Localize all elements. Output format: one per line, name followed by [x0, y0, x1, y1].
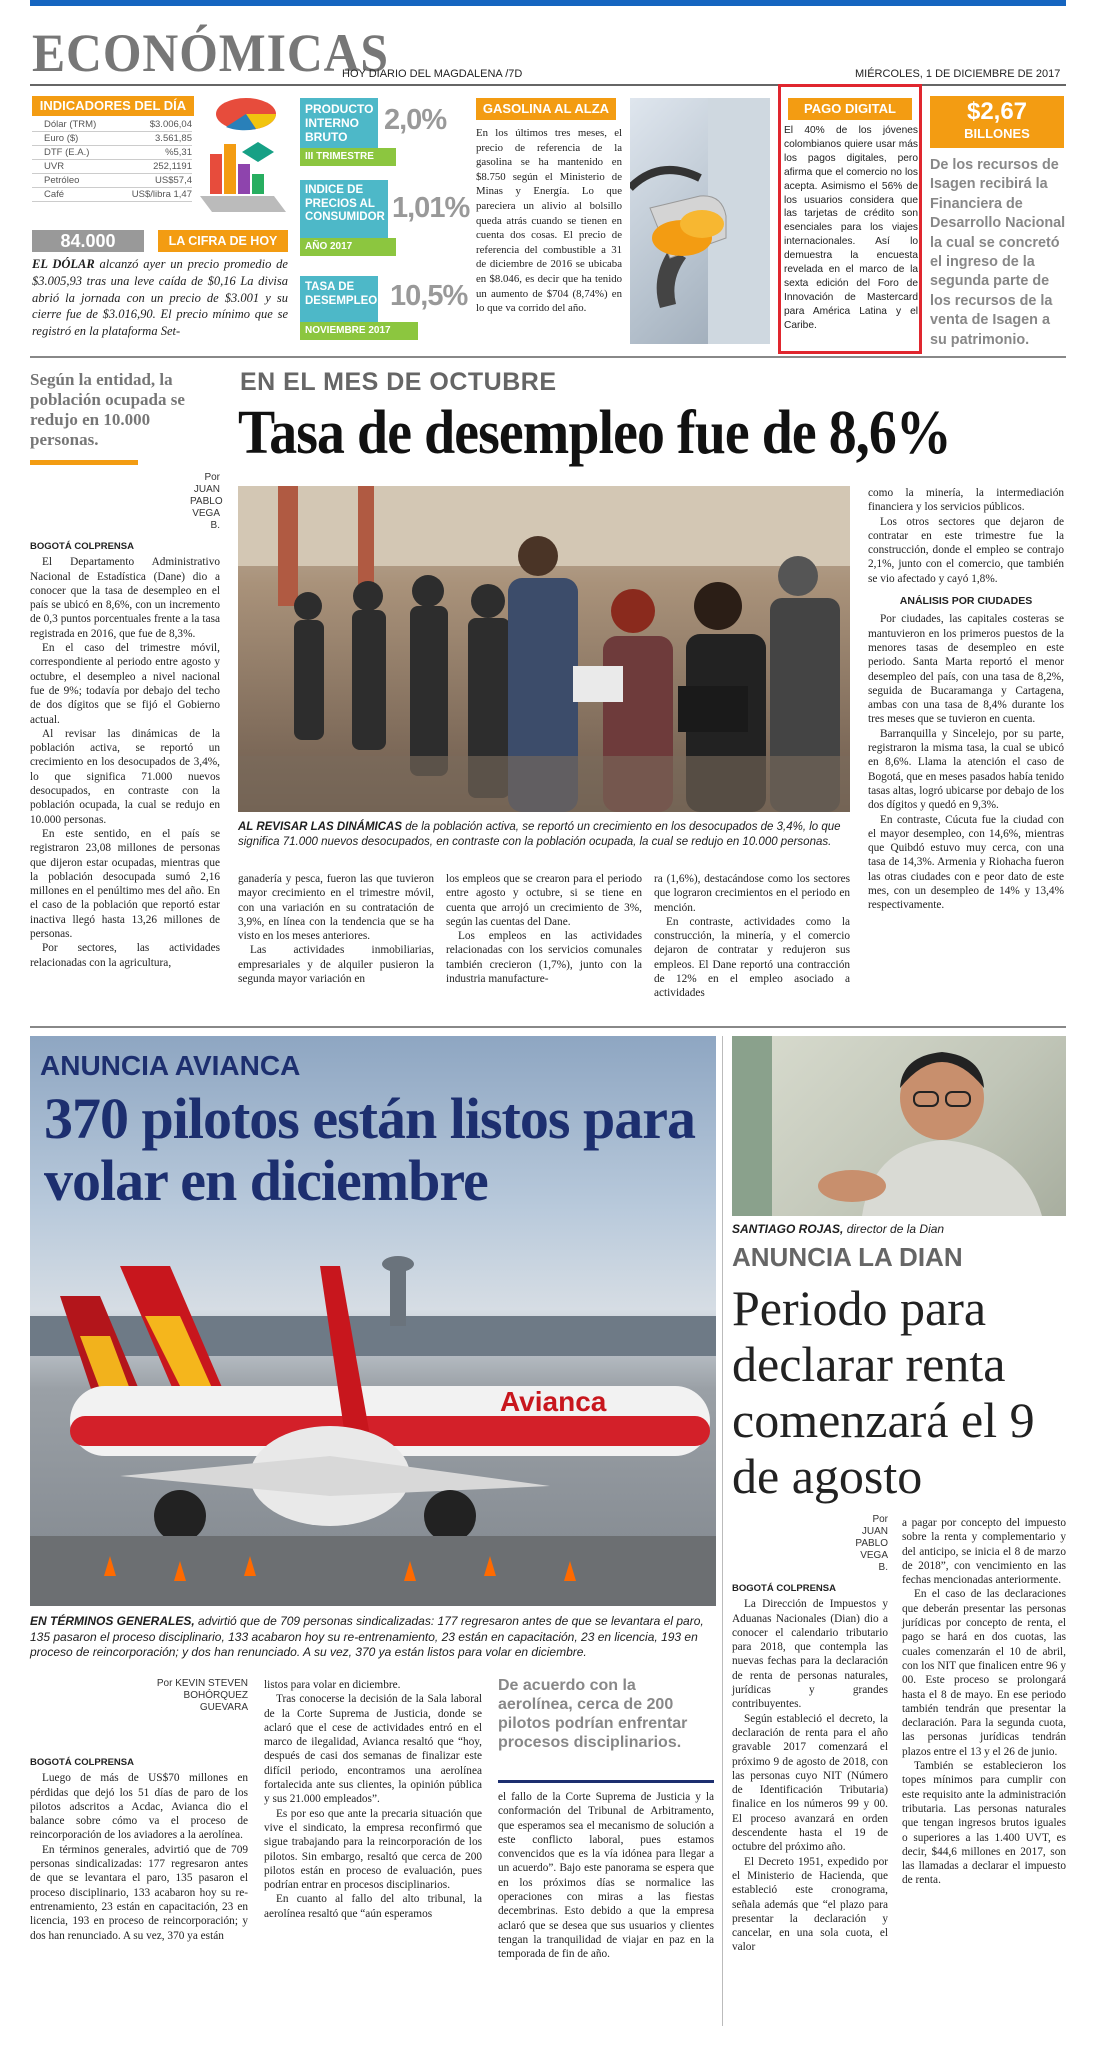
avianca-kicker: ANUNCIA AVIANCA	[40, 1050, 301, 1081]
dian-col1: BOGOTÁ COLPRENSA La Dirección de Impuestos y Aduanas Nacionales (Dian) dio a conocer el calendario tributario para 2018, que contempla las nuevas fechas para la declaración de renta de personas naturales, jurídicas y grandes contribuyentes. Según estableció el decreto, la declaración de renta para el año gravable 2017 comenzará el próximo 9 de agosto de 2018, con las personas cuyo NIT (Número de Identificación Tributaria) finalice en los números 99 y 00. El proceso avanzará en orden descendente hasta el 19 de octubre del próximo año. El Decreto 1951, expedido por el Ministerio de Hacienda, que estableció este cronograma, señala además que “el plazo para presentar la declaración y cancelar, en una sola cuota, el valor	[732, 1583, 888, 1954]
stat-desempleo: TASA DE DESEMPLEO NOVIEMBRE 2017 10,5%	[300, 276, 462, 346]
avianca-headline: 370 pilotos están listos para volar en diciembre	[44, 1086, 695, 1213]
top-bottom-rule	[30, 356, 1066, 358]
desempleo-pullquote: Según la entidad, la población ocupada se redujo en 10.000 personas.	[30, 370, 185, 449]
santiago-rojas-photo	[732, 1036, 1066, 1216]
desempleo-byline: Por JUAN PABLO VEGA B.	[190, 472, 223, 531]
top-rule	[30, 0, 1066, 6]
isagen-amount: $2,67 BILLONES	[930, 96, 1064, 148]
pago-title: PAGO DIGITAL	[788, 98, 912, 120]
isagen-text: De los recursos de Isagen recibirá la Financiera de Desarrollo Nacional la cual se concretó el ingreso de la segunda parte de los recursos de la venta de Isagen a su patrimonio.	[930, 157, 1066, 348]
desempleo-col5: como la minería, la intermediación financiera y los servicios públicos. Los otros sectores que dejaron de contratar en este trimestre fue la construcción, donde el empleo se contrajo 2,1%, junto con el comercio, que también se vio afectado y cayó 1,8%. ANÁLISIS POR CIUDADES Por ciudades, las capitales costeras se mantuvieron en los primeros puestos de la menores tasas de desempleo en este periodo. Santa Marta reportó el menor desempleo del país, con una tasa de 8,2%, seguida de Bucaramanga y Cartagena, ambas con una tasa de 8,4% durante los tres meses que se tuvieron en cuenta. Barranquilla y Sincelejo, por su parte, registraron la misma tasa, la cual se ubicó en 8,6%. Llama la atención el caso de Bogotá, que en meses pasados había tenido tasas altas, logró ubicarse por debajo de los dos dígitos y quedó en 9,3%. En contraste, Cúcuta fue la ciudad con el mayor desempleo, con 14,6%, mientras que Quibdó estuvo muy cerca, con una tasa de 14,3%. Armenia y Riohacha fueron las otras ciudades con e peor dato de este mes, con un desempleo de 14% y 13,4% respectivamente.	[868, 487, 1064, 912]
dolar-note: EL DÓLAR alcanzó ayer un precio promedio de $3.005,93 tras una leve caída de $0,16 La divisa abrió la jornada con un precio de $3.001 y su cierre fue de $3.016,90. El precio mínimo que se registró en la plataforma Set-	[32, 257, 288, 339]
gasolina-text: En los últimos tres meses, el precio de referencia de la gasolina se ha mantenido en $8.750 según el Ministerio de Minas y Energía. Lo que pareciera un alivio al bolsillo queda atrás cuando se tienen en cuenta dos cosas. El precio de referencia del combustible a 31 de diciembre de 2016 se ubicaba en $8.046, es decir que ha tenido un aumento de $704 (8,74%) en lo que va corrido del año.	[476, 127, 622, 315]
desempleo-col2: ganadería y pesca, fueron las que tuvieron mayor crecimiento en el trimestre móvil, con una variación en su contratación de 3,9%, en línea con la tendencia que se ha visto en los meses anteriores. Las actividades inmobiliarias, empresariales y de alquiler pusieron la segunda mayor variación en	[238, 873, 434, 986]
indicator-row: Euro ($) 3.561,85	[32, 132, 192, 146]
paper-name: HOY DIARIO DEL MAGDALENA /7D	[342, 68, 523, 80]
crowd-photo	[238, 486, 850, 812]
desempleo-caption: AL REVISAR LAS DINÁMICAS de la población activa, se reportó un crecimiento en los desocupados de 3,4%, lo que significa 71.000 nuevos desocupados, en contraste con la población ocupada, la cual se redujo en 10.000 personas.	[238, 821, 841, 848]
avianca-col1: BOGOTÁ COLPRENSA Luego de más de US$70 millones en pérdidas que dejó los 51 días de paro de los pilotos adscritos a Acdac, Avianca dio el balance sobre cómo va el proceso de reincorporación de los aviadores a la aerolínea. En términos generales, advirtió que de 709 personas sindicalizadas: 177 regresaron antes de que se levantara el paro, 135 pasaron el proceso disciplinario, 133 acabaron hoy su re-entrenamiento, 23 están en capacitación, 23 en licencia, 193 en proceso de reincorporación; y dos han renunciado. A su vez, 370 ya están	[30, 1757, 248, 1942]
dian-headline: Periodo para declarar renta comenzará el 9 de agosto	[732, 1280, 1035, 1504]
desempleo-col4: ra (1,6%), destacándose como los sectores que lograron crecimientos en el periodo en mención. En contraste, actividades como la construcción, la minería, y el comercio dejaron de contratar y redujeron sus empleos. El Dane reportó una contracción de 12% en el empleo asociado a actividades	[654, 873, 850, 1000]
gasolina-title: GASOLINA AL ALZA	[476, 98, 616, 120]
desempleo-headline: Tasa de desempleo fue de 8,6%	[238, 399, 951, 467]
pullquote-rule	[30, 460, 138, 465]
indicator-row: UVR 252,1191	[32, 160, 192, 174]
section-title: ECONÓMICAS	[32, 23, 389, 83]
cifra-value: 84.000	[32, 230, 144, 252]
desempleo-col3: los empleos que se crearon para el periodo entre agosto y octubre, si se tiene en cuenta que arrojó un crecimiento de 3%, según las cuentas del Dane. Los empleos en las actividades relacionadas con los servicios comunales también crecieron (1,7%), junto con la industria manufacture-	[446, 873, 642, 986]
avianca-byline: Por KEVIN STEVEN BOHÓRQUEZ GUEVARA	[156, 1678, 248, 1713]
avianca-caption: EN TÉRMINOS GENERALES, advirtió que de 709 personas sindicalizadas: 177 regresaron antes de que se levantara el paro, 135 pasaron el proceso disciplinario, 133 acabaron hoy su re-entrenamiento, 23 están en capacitación, 23 en licencia, 193 en proceso de reincorporación; y dos han renunciado. A su vez, 370 ya están listos para volar en diciembre.	[30, 1614, 704, 1659]
indicators-chart-illustration	[196, 92, 288, 224]
avianca-col2: listos para volar en diciembre. Tras conocerse la decisión de la Sala laboral de la Corte Suprema de Justicia, donde se aclaró que el cese de actividades entró en el marco de ilegalidad, Avianca resaltó que “hoy, después de casi dos semanas de finalizar este difícil periodo, encontramos una aerolínea fortalecida ante sus clientes, la opinión pública y sus 21.000 empleados”. Es por eso que ante la precaria situación que vive el sindicato, la empresa reconfirmó que sigue trabajando para la reincorporación de los pilotos. Sin embargo, resaltó que cerca de 200 pilotos están en proceso de evaluación, pues podrían entrar en procesos disciplinarios. En cuanto al fallo del alto tribunal, la aerolínea resaltó que “aún esperamos	[264, 1679, 482, 1920]
indicator-row: Dólar (TRM) $3.006,04	[32, 118, 192, 132]
desempleo-kicker: EN EL MES DE OCTUBRE	[240, 368, 557, 396]
dian-col2: a pagar por concepto del impuesto sobre la renta y complementario y del anticipo, se inicia el 8 de marzo de 2018”, con vencimiento en las fechas mencionadas anteriormente. En el caso de las declaraciones que deberán presentar las personas jurídicas por concepto de renta, el pago se hará en dos cuotas, las cuales comenzarán el 10 de abril, con los NIT que finalicen entre 96 y 00. Este proceso se prolongará hasta el 8 de mayo. En ese periodo también tendrán que presentar la declaración. Para la segunda cuota, las personas jurídicas tendrán plazos entre el 13 y el 26 de junio. También se establecieron los topes mínimos para cumplir con este requisito ante la administración tributaria. Las personas naturales que tengan ingresos brutos iguales o superiores a las 1.400 UVT, es decir, $44,6 millones en 2017, son las llamadas a declarar el impuesto de renta.	[902, 1517, 1066, 1887]
indicator-row: DTF (E.A.) %5,31	[32, 146, 192, 160]
stat-ipc: INDICE DE PRECIOS AL CONSUMIDOR AÑO 2017 1,01%	[300, 180, 462, 260]
mid-rule	[30, 1026, 1066, 1028]
pago-text: El 40% de los jóvenes colombianos quiere usar más los pagos digitales, pero afirma que el comercio no los acepta. Asimismo el 56% de los usuarios considera que las tarjetas de crédito son esenciales para los viajes internacionales. Así lo demuestra la encuesta revelada en el marco de la sexta edición del Foro de Innovación de Mastercard para América Latina y el Caribe.	[784, 125, 918, 331]
avianca-pullquote-rule	[498, 1780, 714, 1783]
dian-byline: Por JUAN PABLO VEGA B.	[855, 1514, 888, 1573]
avianca-pullquote: De acuerdo con la aerolínea, cerca de 200 pilotos podrían enfrentar procesos disciplinarios.	[498, 1677, 688, 1751]
cifra-label: LA CIFRA DE HOY	[158, 230, 288, 252]
dian-kicker: ANUNCIA LA DIAN	[732, 1242, 963, 1272]
indicadores-table	[32, 118, 192, 202]
indicator-row: Café US$/libra 1,47	[32, 188, 192, 202]
indicator-row: Petróleo US$57,4	[32, 174, 192, 188]
column-divider	[722, 1036, 723, 2026]
issue-date: MIÉRCOLES, 1 DE DICIEMBRE DE 2017	[855, 68, 1061, 80]
gas-pump-photo	[630, 98, 770, 344]
avianca-col3: el fallo de la Corte Suprema de Justicia y la conformación del Tribunal de Arbitramento, que esperamos sea el mecanismo de solución a este conflicto laboral, pues estamos convencidos que es la vía idónea para llegar a un acuerdo”. Bajo este panorama se espera que en los próximos días se normalice las operaciones con miras a las fiestas decembrinas. Esto debido a que la empresa aclaró que se desea que sus usuarios y clientes tengan la tranquilidad de viajar en paz en la temporada de fin de año.	[498, 1791, 714, 1961]
desempleo-col1: BOGOTÁ COLPRENSA El Departamento Administrativo Nacional de Estadística (Dane) dio a conocer que la tasa de desempleo en el país se ubicó en 8,6%, con un incremento de 0,3 puntos porcentuales frente a la tasa registrada en 2016, que fue de 8,3%. En el caso del trimestre móvil, correspondiente al periodo entre agosto y octubre, el desempleo a nivel nacional fue de 9%; todavía por debajo del techo de dos dígitos que se fijó el Gobierno actual. Al revisar las dinámicas de la población activa, se reportó un crecimiento en los desocupados de 3,4%, lo que significa 71.000 nuevos desocupados, en contraste con la población ocupada, la cual se redujo en 10.000 personas. En este sentido, en el país se registraron 23,08 millones de personas que dijeron estar ocupadas, mientras que la población desocupada sumó 2,16 millones en el penúltimo mes del año. En el caso de la población que reportó estar inactiva llegó hasta 13,26 millones de personas. Por sectores, las actividades relacionadas con la agricultura,	[30, 541, 220, 969]
plane-livery-text: Avianca	[500, 1386, 607, 1417]
dian-photo-caption: SANTIAGO ROJAS, director de la Dian	[732, 1222, 945, 1236]
indicadores-title: INDICADORES DEL DÍA	[32, 96, 194, 116]
stat-pib: PRODUCTO INTERNO BRUTO III TRIMESTRE 2016 2,0%	[300, 98, 462, 168]
